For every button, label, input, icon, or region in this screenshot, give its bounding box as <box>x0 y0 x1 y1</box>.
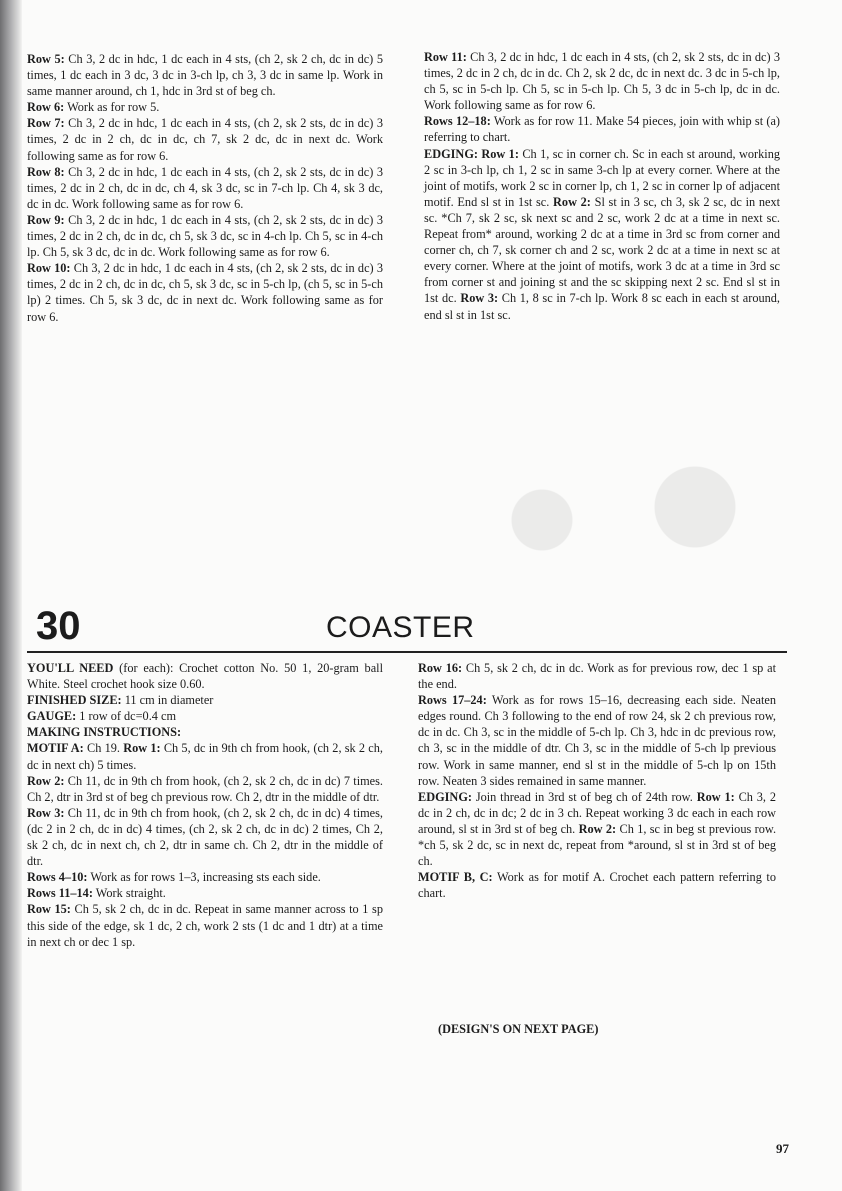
instruction-label: Row 2: <box>27 773 65 788</box>
show-through-chart-ghost <box>440 455 780 585</box>
instruction-label: Row 6: <box>27 100 65 115</box>
instruction-label: Row 10: <box>27 261 71 276</box>
instruction-label: FINISHED SIZE: <box>27 693 122 708</box>
instruction-text: Work straight. <box>92 886 166 901</box>
instruction-text: Ch 3, 2 dc in hdc, 1 dc each in 4 sts, (ch 2, sk 2 ch, dc in dc) 5 times, 1 dc each in 3 dc, 3 dc in 3-ch lp, ch 3, 3 dc in same lp. Work in same manner around, ch 1, hdc in 3rd st of beg ch. <box>27 52 383 99</box>
top-right-instructions <box>424 49 780 323</box>
design-next-page-note: (DESIGN'S ON NEXT PAGE) <box>438 1022 599 1036</box>
heading-divider <box>27 651 787 653</box>
instruction-paragraph <box>27 660 383 692</box>
instruction-label: MAKING INSTRUCTIONS: <box>27 725 182 740</box>
instruction-label: MOTIF B, C: <box>418 870 493 885</box>
instruction-paragraph <box>27 51 383 99</box>
instruction-paragraph <box>424 49 780 113</box>
instruction-text: Ch 3, 2 dc in hdc, 1 dc each in 4 sts, (ch 2, sk 2 sts, dc in dc) 3 times, 2 dc in 2 ch, dc in dc, ch 5, sk 3 dc, sc in 5-ch lp, (ch 5, sc in 5-ch lp) 2 times. Ch 5, sk 3 dc, dc in next dc. Work following same as for row 6. <box>27 261 383 324</box>
instruction-label: Rows 12–18: <box>424 114 491 129</box>
instruction-text: Ch 3, 2 dc in hdc, 1 dc each in 4 sts, (ch 2, sk 2 sts, dc in dc) 3 times, 2 dc in 2 ch, dc in dc, ch 4, sk 3 dc, sc in 7-ch lp. Ch 4, sk 3 dc, dc in dc. Work following same as for row 6. <box>27 164 383 211</box>
instruction-label: Rows 11–14: <box>27 886 93 901</box>
instruction-paragraph <box>424 146 780 323</box>
instruction-label: YOU'LL NEED <box>27 661 114 675</box>
book-spine-shadow <box>0 0 22 1191</box>
instruction-text: Work as for row 11. Make 54 pieces, join with whip st (a) referring to chart. <box>424 114 781 145</box>
pattern-title: COASTER <box>326 611 475 644</box>
instruction-paragraph <box>27 740 383 772</box>
instruction-paragraph <box>418 789 776 869</box>
instruction-text: Ch 3, 2 dc in hdc, 1 dc each in 4 sts, (ch 2, sk 2 sts, dc in dc) 3 times, 2 dc in 2 ch, dc in dc, ch 7, sk 2 dc, dc in next dc. Work following same as for row 6. <box>27 116 383 163</box>
instruction-paragraph <box>27 708 383 724</box>
instruction-paragraph <box>27 885 383 901</box>
instruction-label: Row 7: <box>27 116 65 131</box>
pattern-number: 30 <box>36 604 81 648</box>
instruction-label: GAUGE: <box>27 709 77 724</box>
instruction-paragraph <box>27 115 383 163</box>
instruction-label: Row 1: <box>696 789 735 804</box>
instruction-label: Row 8: <box>27 164 65 179</box>
instruction-label: Row 11: <box>424 50 467 64</box>
instruction-paragraph <box>27 692 383 708</box>
instruction-paragraph <box>27 901 383 949</box>
instruction-text: Ch 1, 8 sc in 7-ch lp. Work 8 sc each in each st around, end sl st in 1st sc. <box>424 291 781 322</box>
instruction-text: Work as for row 5. <box>64 100 160 115</box>
bottom-right-instructions <box>418 660 776 901</box>
instruction-label: Row 3: <box>460 291 499 306</box>
instruction-label: EDGING: <box>418 789 472 804</box>
instruction-label: Rows 17–24: <box>418 693 487 708</box>
instruction-paragraph <box>418 869 776 901</box>
instruction-paragraph <box>27 869 383 885</box>
instruction-label: Row 5: <box>27 52 65 66</box>
instruction-label: Row 2: <box>553 194 591 209</box>
instruction-text: Ch 3, 2 dc in hdc, 1 dc each in 4 sts, (ch 2, sk 2 sts, dc in dc) 3 times, 2 dc in 2 ch, dc in dc. Ch 2, sk 2 dc, dc in next dc. 3 dc in 5-ch lp, ch 5, sc in 5-ch lp. Ch 5, sc in 5-ch lp. Ch 5, 3 dc in 5-ch lp, dc in dc. Work following same as for row 6. <box>424 50 780 113</box>
instruction-label: Row 2: <box>578 821 617 836</box>
instruction-label: Row 1: <box>123 741 161 756</box>
instruction-paragraph <box>27 260 383 324</box>
bottom-left-instructions <box>27 660 383 950</box>
instruction-label: Rows 4–10: <box>27 870 88 885</box>
instruction-label: EDGING: Row 1: <box>424 146 519 161</box>
instruction-text: 1 row of dc=0.4 cm <box>76 709 177 724</box>
instruction-text: Ch 11, dc in 9th ch from hook, (ch 2, sk 2 ch, dc in dc) 4 times, (dc 2 in 2 ch, dc in dc) 4 times, (ch 2, sk 2 ch, dc in dc) 2 times, Ch 2, sk 2 ch, dc in next ch, ch 2, dtr in same ch. Ch 2, dtr in the middle of dtr. <box>27 805 383 869</box>
instruction-paragraph <box>27 99 383 115</box>
instruction-text: 11 cm in diameter <box>121 693 214 708</box>
instruction-text: Sl st in 3 sc, ch 3, sk 2 sc, dc in next sc. *Ch 7, sk 2 sc, sk next sc and 2 sc, work 2 dc at a time in next sc. Repeat from* around, working 2 dc at a time in 3rd sc from corner and corner ch, ch 7, sk corner ch and 2 sc, work 2 dc at a time in next sc at every corner. Where at the joint of motifs, work 3 dc at a time in 3rd sc from corner st and joining st and the sc skipping next 2 sc. End sl st in 1st dc. <box>424 194 781 306</box>
instruction-paragraph <box>418 692 776 789</box>
instruction-text: Ch 1, sc in corner ch. Sc in each st around, working 2 sc in 3-ch lp, ch 1, 2 sc in same 3-ch lp at every corner. Where at the joint of motifs, work 2 sc in corner lp, ch 1, 2 sc in corner lp of adjacent motif. End sl st in 1st sc. <box>424 146 780 209</box>
instruction-text: Work as for rows 1–3, increasing sts each side. <box>87 870 321 885</box>
instruction-text: Work as for rows 15–16, decreasing each side. Neaten edges round. Ch 3 following to the end of row 24, sk 2 ch previous row, dc in dc. Ch 3, sc in the middle of 5-ch lp. Ch 3, hdc in dc previous row, ch 3, sc in the middle of dtr. Ch 3, sc in the middle of 5-ch lp previous row. Work in same manner, end sl st in the middle of 5-ch lp on 15th row. Neaten 3 sides remained in same manner. <box>418 693 776 788</box>
instruction-text: Join thread in 3rd st of beg ch of 24th row. <box>471 789 693 804</box>
instruction-paragraph <box>424 113 780 145</box>
instruction-text: Work as for motif A. Crochet each pattern referring to chart. <box>418 870 776 901</box>
instruction-label: Row 3: <box>27 805 65 820</box>
instruction-paragraph <box>418 660 776 692</box>
instruction-label: MOTIF A: <box>27 741 84 756</box>
top-left-instructions <box>27 51 383 325</box>
instruction-paragraph <box>27 773 383 805</box>
instruction-paragraph <box>27 212 383 260</box>
instruction-text: Ch 1, sc in beg st previous row. *ch 5, sk 2 dc, sc in next dc, repeat from *around, sl st in 3rd st of beg ch. <box>418 821 777 869</box>
instruction-text: Ch 5, dc in 9th ch from hook, (ch 2, sk 2 ch, dc in next ch) 5 times. <box>27 741 383 772</box>
instruction-paragraph <box>27 164 383 212</box>
instruction-text: Ch 3, 2 dc in 2 ch, dc in dc; 2 dc in 3 ch. Repeat working 3 dc each in each row around, sl st in 3rd st of beg ch. <box>418 789 776 836</box>
instruction-label: Row 9: <box>27 212 65 227</box>
instruction-paragraph <box>27 805 383 869</box>
instruction-text: Ch 11, dc in 9th ch from hook, (ch 2, sk 2 ch, dc in dc) 7 times. Ch 2, dtr in 3rd st of beg ch previous row. Ch 2, dtr in the middle of dtr. <box>27 773 383 804</box>
page-number: 97 <box>776 1141 789 1156</box>
instruction-label: Row 15: <box>27 902 71 917</box>
instruction-paragraph <box>27 724 383 740</box>
instruction-text: Ch 5, sk 2 ch, dc in dc. Work as for previous row, dec 1 sp at the end. <box>418 661 776 692</box>
instruction-text: (for each): Crochet cotton No. 50 1, 20-gram ball White. Steel crochet hook size 0.60. <box>27 661 383 692</box>
instruction-text: Ch 19. <box>83 741 120 756</box>
instruction-text: Ch 3, 2 dc in hdc, 1 dc each in 4 sts, (ch 2, sk 2 sts, dc in dc) 3 times, 2 dc in 2 ch, dc in dc, ch 5, sk 3 dc, sc in 4-ch lp. Ch 5, sc in 4-ch lp. Ch 5, sk 3 dc, dc in dc. Work following same as for row 6. <box>27 212 383 260</box>
instruction-text: Ch 5, sk 2 ch, dc in dc. Repeat in same manner across to 1 sp this side of the edge, sk 1 dc, 2 ch, work 2 sts (1 dc and 1 dtr) at a time in next ch or dec 1 sp. <box>27 902 383 949</box>
instruction-label: Row 16: <box>418 661 463 675</box>
